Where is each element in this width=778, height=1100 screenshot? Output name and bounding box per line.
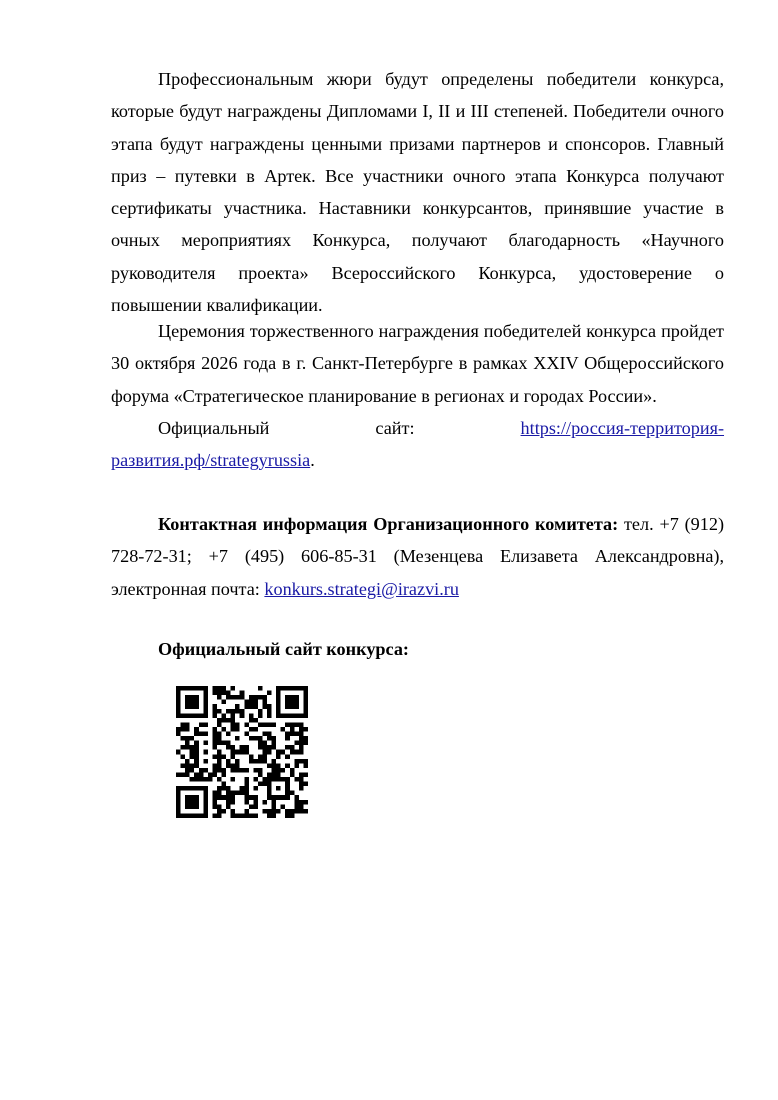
contact-paragraph (111, 508, 724, 605)
official-site-heading-paragraph (111, 633, 724, 665)
qr-code-image (176, 686, 308, 818)
official-site-paragraph (111, 412, 724, 477)
email-link[interactable]: konkurs.strategi@irazvi.ru (264, 578, 459, 599)
contact-heading: Контактная информация Организационного комитета: (158, 514, 619, 534)
awards-paragraph: Профессиональным жюри будут определены победители конкурса, которые будут награждены Дипломами I, II и III степеней. Победители очного этапа будут награждены ценными призами партнеров и спонсоров. Главный приз – путевки в Артек. Все участники очного этапа Конкурса получают сертификаты участника. Наставники конкурсантов, принявшие участие в очных мероприятиях Конкурса, получают благодарность «Научного руководителя проекта» Всероссийского Конкурса, удостоверение о повышении квалификации. (111, 69, 724, 316)
official-site-heading: Официальный сайт конкурса: (158, 639, 409, 659)
site-label: Официальный сайт: (158, 418, 415, 438)
site-link[interactable]: https://россия-территория-развития.рф/strategyrussia (111, 418, 725, 471)
ceremony-paragraph: Церемония торжественного награждения победителей конкурса пройдет 30 октября 2026 года в г. Санкт-Петербурге в рамках XXIV Общероссийского форума «Стратегическое планирование в регионах и городах России». (111, 321, 724, 406)
contact-text: тел. +7 (912) 728-72-31; +7 (495) 606-85-31 (Мезенцева Елизавета Александровна), электронная почта: (111, 514, 725, 599)
site-period: . (310, 450, 315, 471)
